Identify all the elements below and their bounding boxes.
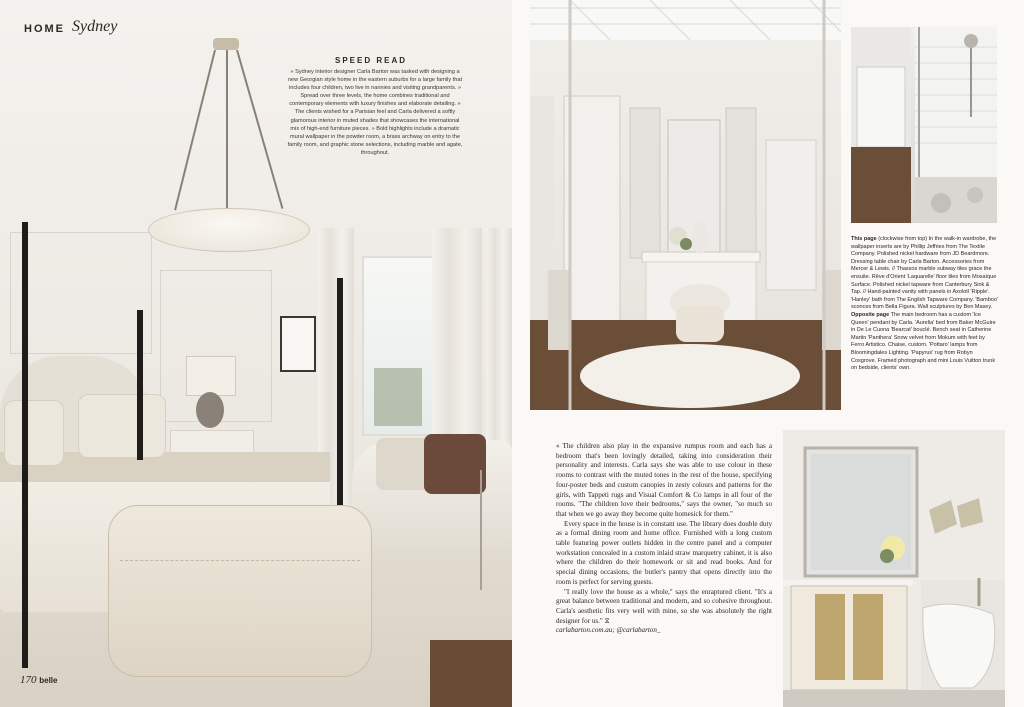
right-page — [512, 0, 1024, 707]
garden-view — [374, 368, 422, 426]
body-paragraph — [556, 588, 772, 627]
caption-lead: This page — [851, 236, 877, 242]
bed-post — [22, 222, 28, 668]
lamp-shade — [186, 356, 236, 396]
body-quote: "I really love the house as a whole," says the enraptured client. "It's a great balance between traditional and modern, and so cohesive throughout. Carla's aesthetic fits very well with mine, so she was absolutely the right designer for us." — [556, 587, 772, 625]
speed-read-text: » Sydney interior designer Carla Barton was tasked with designing a new Georgian style home in the eastern suburbs for a large family that includes four children, two live in nannies and visiting grandparents. » Spread over three levels, the home combines traditional and contemporary elements with luxury finishes and elaborate detailing. » The clients wished for a Parisian feel and Carla delivered a softly glamorous interior in muted shades that showcases the international mix of high-end furniture pieces. » Bold highlights include a dramatic mural wallpaper in the powder room, a brass archway on entry to the family room, and graphic stone selections, including marble and agate, throughout. — [287, 69, 463, 156]
cushion — [424, 434, 486, 494]
photo-caption — [851, 236, 999, 373]
pillow — [4, 400, 64, 466]
magazine-brand: belle — [39, 676, 58, 685]
pendant-chain — [226, 50, 228, 210]
body-paragraph: Every space in the house is in constant use. The library does double duty as a formal dining room and home office. Furnished with a long custom table featuring power outlets hidden in the centre panel and a computer workstation concealed in a custom inlaid straw marquetry cabinet, it is also where the children do their homework or sit and read books. And for special dining occasions, the butler's pantry that opens directly into the room is perfect for serving guests. — [556, 519, 772, 586]
wood-floor — [430, 640, 512, 707]
pillow — [78, 394, 166, 458]
pendant-ceiling-rose — [213, 38, 239, 50]
ice-queen-pendant — [148, 208, 310, 252]
article-body — [556, 442, 772, 636]
page-folio — [20, 674, 57, 686]
wall-panel — [10, 232, 152, 354]
caption-text-opposite: The main bedroom has a custom 'Ice Queen' pendant by Carla. 'Aurelia' bed from Baker McGuire in De Le Cuona 'Bearcat' bouclé. Bench seat in Catherine Martin 'Panthera' Snow velvet from Mokum with feet by Ferro Artistico. Chaise, custom. 'Pottaro' lamps from Bloomingdales Lighting. 'Papyrus' rug from Robyn Cosgrove. Framed photograph and mini Louis Vuitton trunk on bedside, clients' own. — [851, 311, 996, 372]
powder-room-illustration — [783, 430, 1005, 707]
caption-lead-opposite: Opposite page — [851, 311, 890, 318]
section-label: HOME — [24, 23, 65, 35]
caption-text: (clockwise from top) In the walk-in wardrobe, the wallpaper inserts are by Phillip Jeffries from The Textile Company. Polished nickel hardware from JD Beardmore. Dressing table chair by Carla Barton. Accessories from Mercer & Lewis. // Thassos marble subway tiles grace the ensuite. Rêve d'Orient 'Laquarelle' floor tiles from Mosaïque Surface. Polished nickel tapware from Canterbury Sink & Tap. // Hand-painted vanity with panels in Axolotl 'Ripple'. 'Hanley' bath from The English Tapware Company. 'Bamboo' sconces from Bella Figura. Wall sculptures by Ben Masey. — [851, 236, 998, 311]
bench-pattern — [120, 560, 360, 661]
end-mark-icon: ⧖ — [604, 616, 610, 625]
bed-post — [337, 278, 343, 510]
powder-room-photo — [783, 430, 1005, 707]
side-table — [480, 470, 512, 590]
wardrobe-illustration — [530, 0, 841, 410]
window — [362, 256, 436, 436]
ensuite-illustration — [851, 27, 997, 223]
speed-read-title: SPEED READ — [334, 56, 407, 65]
lamp-base — [196, 392, 224, 428]
page-number: 170 — [20, 674, 37, 686]
bed-post — [137, 310, 143, 460]
body-paragraph: « The children also play in the expansive rumpus room and each has a bedroom that's been lovingly detailed, taking into consideration their personality and interests. Carla says she was able to use colour in these rooms to contrast with the muted tones in the rest of the house, specifying four-poster beds and custom canopies in zesty colours and patterns for the girls, with Tappeti rugs and Visual Comfort & Co lamps in all four of the rooms. "The children love their bedrooms," says the owner, "so much so that when we go away they become quite homesick for them." — [556, 442, 772, 518]
wardrobe-photo — [530, 0, 841, 410]
credit-link[interactable]: carlabarton.com.au; @carlabarton_ — [556, 626, 661, 635]
ensuite-photo — [851, 27, 997, 223]
framed-photograph — [280, 316, 316, 372]
section-subtitle: Sydney — [72, 18, 118, 35]
